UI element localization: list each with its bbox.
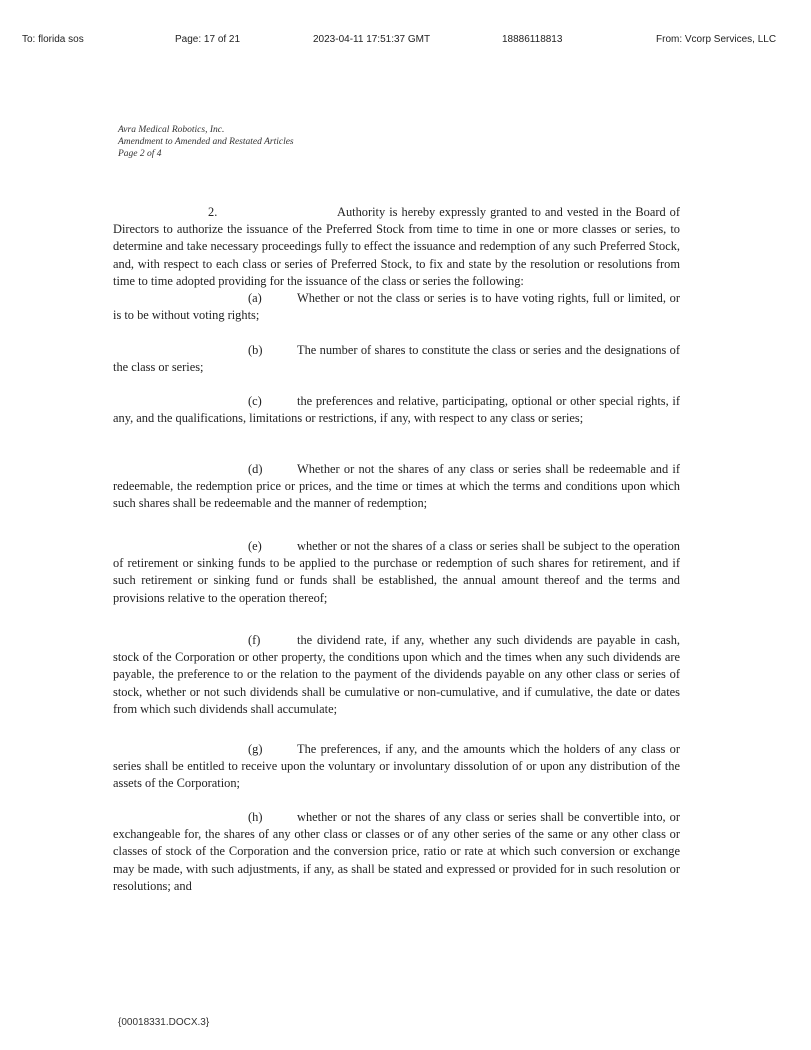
fax-number: 18886118813 xyxy=(502,34,563,45)
paragraph-label: (h) xyxy=(248,810,263,824)
paragraph-label: (a) xyxy=(248,291,262,305)
paragraph-label: (g) xyxy=(248,742,263,756)
paragraph-a xyxy=(113,290,680,324)
paragraph-label: (c) xyxy=(248,394,262,408)
document-header xyxy=(118,124,294,160)
paragraph-c xyxy=(113,393,680,427)
document-footer-id: {00018331.DOCX.3} xyxy=(118,1017,210,1028)
paragraph-g xyxy=(113,741,680,793)
fax-to: To: florida sos xyxy=(22,34,84,45)
paragraph-text: Whether or not the class or series is to have voting rights, full or limited, or is to be without voting rights; xyxy=(113,291,680,323)
fax-timestamp: 2023-04-11 17:51:37 GMT xyxy=(313,34,431,45)
paragraph-b xyxy=(113,342,680,376)
paragraph-label: (e) xyxy=(248,539,262,553)
paragraph-text: Authority is hereby expressly granted to and vested in the Board of Directors to authorize the issuance of the Preferred Stock from time to time in one or more classes or series, to determine and take necessary proceedings fully to effect the issuance and redemption of any such Preferred Stock, and, with respect to each class or series of Preferred Stock, to fix and state by the resolution or resolutions from time to time adopted providing for the issuance of the class or series the following: xyxy=(113,205,680,288)
paragraph-text: the dividend rate, if any, whether any such dividends are payable in cash, stock of the Corporation or other property, the conditions upon which and the times when any such dividends are payable, the preference to or the relation to the payment of the dividends payable on any other class or series of stock, whether or not such dividends shall be cumulative or non-cumulative, and if cumulative, the date or dates from which such dividends shall accumulate; xyxy=(113,633,680,716)
paragraph-text: The preferences, if any, and the amounts which the holders of any class or series shall be entitled to receive upon the voluntary or involuntary dissolution of or upon any distribution of the assets of the Corporation; xyxy=(113,742,680,791)
paragraph-e xyxy=(113,538,680,607)
document-title: Amendment to Amended and Restated Articles xyxy=(118,137,294,147)
company-name: Avra Medical Robotics, Inc. xyxy=(118,125,225,135)
paragraph-text: the preferences and relative, participating, optional or other special rights, if any, and the qualifications, limitations or restrictions, if any, with respect to any class or series; xyxy=(113,394,680,426)
paragraph-label: (b) xyxy=(248,343,263,357)
paragraph-label: 2. xyxy=(208,205,218,219)
paragraph-d xyxy=(113,461,680,513)
fax-from: From: Vcorp Services, LLC xyxy=(656,34,777,45)
paragraph-text: whether or not the shares of a class or series shall be subject to the operation of retirement or sinking funds to be applied to the purchase or redemption of such shares for retirement, and if such retirement or sinking fund or funds shall be established, the annual amount thereof and the terms and provisions relative to the operation thereof; xyxy=(113,539,680,605)
paragraph-label: (f) xyxy=(248,633,261,647)
fax-page: Page: 17 of 21 xyxy=(175,34,241,45)
paragraph-label: (d) xyxy=(248,462,263,476)
paragraph-text: whether or not the shares of any class or series shall be convertible into, or exchangeable for, the shares of any other class or classes or of any other series of the same or any other class or classes of stock of the Corporation and the conversion price, ratio or rate at which such conversion or exchange may be made, with such adjustments, if any, as shall be stated and expressed or provided for in such resolution or resolutions; and xyxy=(113,810,680,893)
paragraph-f xyxy=(113,632,680,718)
paragraph-2 xyxy=(113,204,680,290)
paragraph-h xyxy=(113,809,680,895)
document-page: Page 2 of 4 xyxy=(118,149,162,159)
paragraph-text: The number of shares to constitute the class or series and the designations of the class or series; xyxy=(113,343,680,375)
paragraph-text: Whether or not the shares of any class or series shall be redeemable and if redeemable, the redemption price or prices, and the time or times at which the terms and conditions upon which such shares shall be redeemable and the manner of redemption; xyxy=(113,462,680,511)
